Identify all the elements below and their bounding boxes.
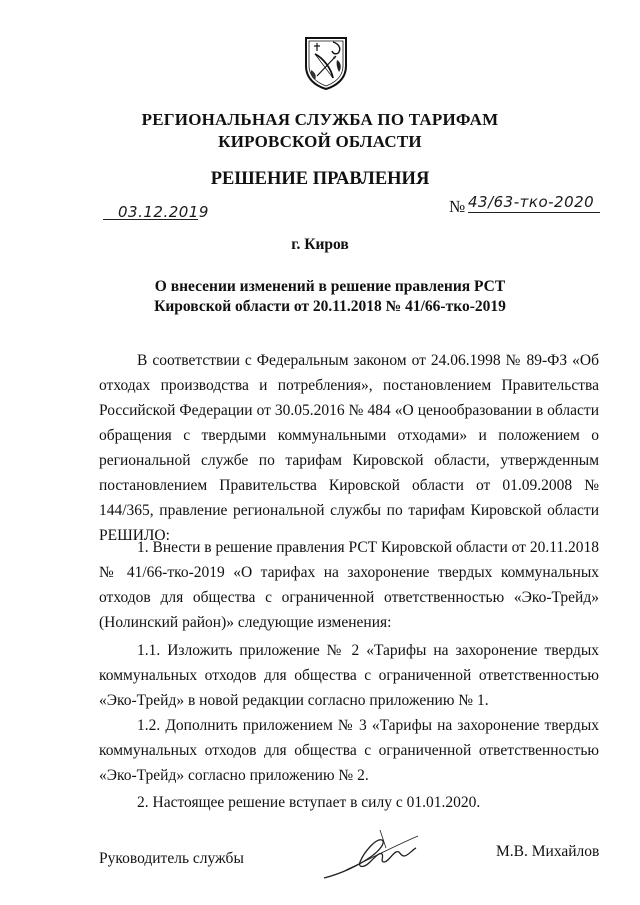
document-subject: О внесении изменений в решение правления РСТ Кировской области от 20.11.2018 № 41/66-тко-2019 [154,278,506,315]
item-1-1-paragraph: 1.1. Изложить приложение № 2 «Тарифы на захоронение твердых коммунальных отходов для общества с ограниченной ответственностью «Эко-Трейд» в новой редакции согласно приложению № 1. [99,642,599,709]
document-date: 03.12.2019 [118,203,209,221]
signature-icon [320,822,430,884]
number-underline [468,212,600,213]
signatory-role: Руководитель службы [99,850,244,867]
org-name-line2: КИРОВСКОЙ ОБЛАСТИ [218,132,422,151]
city: г. Киров [291,236,349,253]
coat-of-arms-icon [303,36,349,90]
document-type-title: РЕШЕНИЕ ПРАВЛЕНИЯ [210,169,430,189]
preamble-paragraph: В соответствии с Федеральным законом от 24.06.1998 № 89-ФЗ «Об отходах производства и потребления», постановлением Правительства Российской Федерации от 30.05.2016 № 484 «О ценообразовании в области обращения с твердыми коммунальными отходами» и положением о региональной службе по тарифам Кировской области, утвержденным постановлением Правительства Кировской области от 01.09.2008 № 144/365, правление региональной службы по тарифам Кировской области РЕШИЛО: [99,352,599,544]
item-1-paragraph: 1. Внести в решение правления РСТ Кировской области от 20.11.2018 № 41/66-тко-2019 «О тарифах на захоронение твердых коммунальных отходов для общества с ограниченной ответственностью «Эко-Трейд» (Нолинский район)» следующие изменения: [99,539,599,631]
org-name-line1: РЕГИОНАЛЬНАЯ СЛУЖБА ПО ТАРИФАМ [141,110,499,129]
signatory-name: М.В. Михайлов [496,843,600,860]
item-1-2-paragraph: 1.2. Дополнить приложением № 3 «Тарифы на захоронение твердых коммунальных отходов для общества с ограниченной ответственностью «Эко-Трейд» согласно приложению № 2. [99,717,599,784]
item-2-paragraph: 2. Настоящее решение вступает в силу с 01.01.2020. [137,794,481,811]
date-underline [103,219,198,220]
number-prefix: № [449,197,466,216]
document-number: 43/63-тко-2020 [468,193,595,211]
